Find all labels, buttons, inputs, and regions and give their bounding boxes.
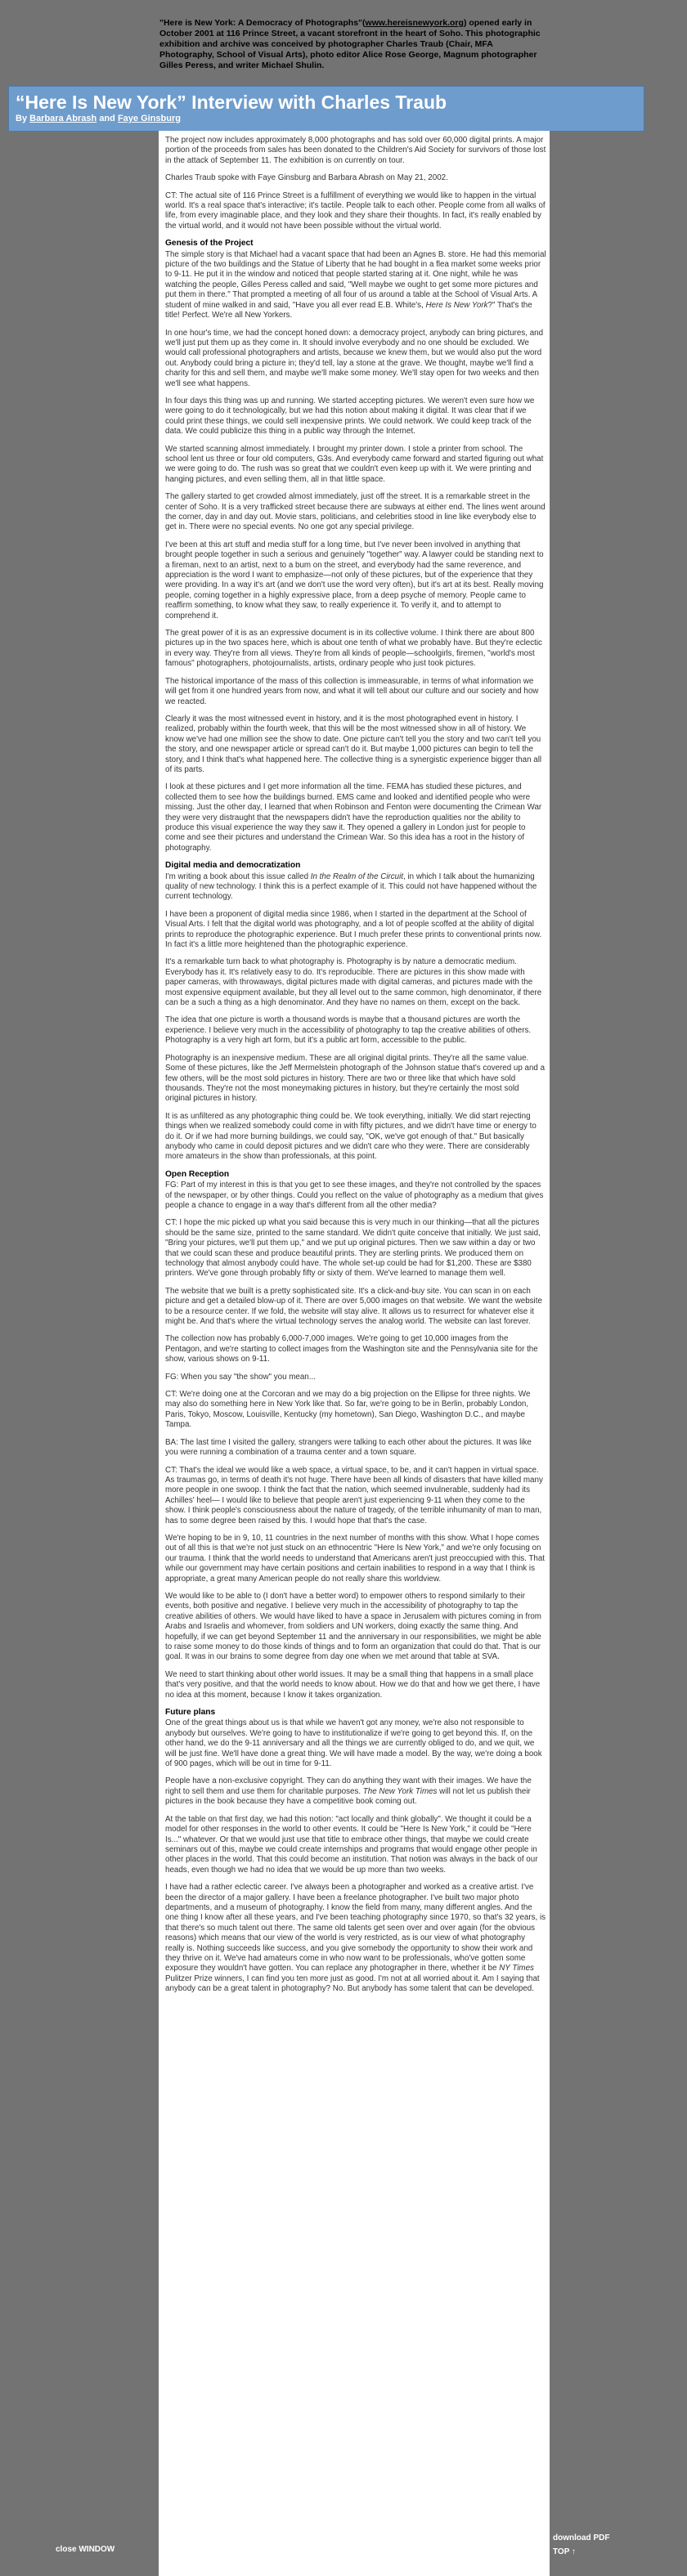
paragraph: Charles Traub spoke with Faye Ginsburg and Barbara Abrash on May 21, 2002. <box>165 173 448 183</box>
footer-links <box>553 2531 609 2559</box>
paragraph: The project now includes approximately 8,000 photographs and has sold over 60,000 digital prints. A major portion of the proceeds from sales has been donated to the Children's Aid Society for survivors of those lost in the attack of September 11. The exhibition is on currently on tour. <box>165 136 546 165</box>
paragraph: I have been a proponent of digital media since 1986, when I started in the department at the School of Visual Arts. I felt that the digital world was photography, and a lot of people scoffed at the ability of digital prints to reproduce the photographic experience. But I much prefer these prints to conventional prints now. In fact it's a little more heightened than the photographic experience. <box>165 909 542 950</box>
paragraph: In four days this thing was up and running. We started accepting pictures. We weren't even sure how we were going to do it technologically, but we had this notion about making it digital. It was clear that if we could print these things, we could sell inexpensive prints. We could network. We could keep track of the data. We could publicize this thing in a public way through the Internet. <box>165 396 535 437</box>
page-title: “Here Is New York” Interview with Charles Traub <box>16 92 447 113</box>
paragraph: CT: That's the ideal we would like a web space, a virtual space, to be, and it can't happen in virtual space. As traumas go, in terms of death it's not huge. There have been all kinds of disasters that have killed many more people in one swoop. I think the fact that the nation, which seemed invulnerable, suddenly had its Achilles' heel— I would like to believe that people aren't just experiencing 9-11 when they come to the show. I think people's consciousness about the nature of tragedy, of the terrible inhumanity of man to man, has to some degree been raised by this. I would hope that that's the case. <box>165 1465 543 1525</box>
intro-suffix: ) opened early in October 2001 at 116 Prince Street, a vacant storefront in the heart of Soho. This photographic exhibition and archive was conceived by photographer Charles Traub (Chair, MFA Photography, School of Visual Arts), photo editor Alice Rose George, Magnum photographer Gilles Peress, and writer Michael Shulin. <box>159 18 541 70</box>
paragraph: We need to start thinking about other world issues. It may be a small thing that happens in a small place that's very positive, and that the world needs to know about. How we do that and how we get there, I have no idea at this moment, because I know it takes organization. <box>165 1669 541 1700</box>
download-pdf-link[interactable]: download PDF <box>553 2533 610 2542</box>
paragraph: The website that we built is a pretty sophisticated site. It's a click-and-buy site. You can scan in on each picture and get a detailed blow-up of it. There are over 5,000 images on that website. We want the website to be a resource center. If we fold, the website will stay alive. It allows us to resurrect for whatever else it might be. And that's where the virtual technology serves the analog world. The website can last forever. <box>165 1286 542 1327</box>
intro-text <box>159 18 544 71</box>
close-window-link[interactable]: close WINDOW <box>56 2545 115 2554</box>
paragraph: It is as unfiltered as any photographic thing could be. We took everything, initially. We did start rejecting things when we realized somebody could come in with fifty pictures, and we didn't have time or energy to do it. Or if we had more burning buildings, we could say, "OK, we've got enough of that." But basically anybody who came in could deposit pictures and we didn't care who they were. There are considerably more amateurs in the show than professionals, at this point. <box>165 1111 537 1162</box>
paragraph: I look at these pictures and I get more information all the time. FEMA has studied these pictures, and collected them to see how the buildings burned. EMS came and looked and identified people who were missing. Just the other day, I learned that when Robinson and Fenton were documenting the Crimean War they were very distraught that the newspapers didn't have the reproduction qualities nor the ability to produce this visual experience the way they saw it. They opened a gallery in London just for people to come and see their pictures and understand the Crimean War. So this idea has a root in the history of photography. <box>165 782 542 853</box>
paragraph: The gallery started to get crowded almost immediately, just off the street. It is a remarkable street in the center of Soho. It is a very trafficked street because there are subways at either end. The lines went around the corner, day in and day out. Movie stars, politicians, and celebrities stood in line like everybody else to get in. There were no special events. No one got any special privilege. <box>165 492 546 532</box>
paragraph: BA: The last time I visited the gallery, strangers were talking to each other about the pictures. It was like you were running a combination of a trauma center and a town square. <box>165 1437 532 1458</box>
section-heading-reception: Open Reception <box>165 1169 230 1179</box>
website-link[interactable]: www.hereisnewyork.org <box>365 18 464 28</box>
paragraph: The great power of it is as an expressive document is in its collective volume. I think there are about 800 pictures up in the two spaces here, which is about one tenth of what we probably have. But they're eclectic in every way. They're from all views. They're from all kinds of people—schoolgirls, firemen, "world's most famous" photographers, photojournalists, artists, ordinary people who just took pictures. <box>165 629 542 669</box>
article-body <box>159 131 550 2576</box>
paragraph: People have a non-exclusive copyright. They can do anything they want with their images. We have the right to sell them and use them for charitable purposes. The New York Times will not let us publish their pictures in the book because they have a competitive book coming out. <box>165 1776 532 1807</box>
paragraph: The simple story is that Michael had a vacant space that had been an Agnes B. store. He had this memorial picture of the two buildings and the Statue of Liberty that he had bought in a flea market some weeks prior to 9-11. He put it in the window and noticed that people started staring at it. One night, while he was watching the people, Gilles Peress called and said, "Well maybe we ought to get some more pictures and put them in there." That prompted a meeting of all four of us around a table at the School of Visual Arts. A student of mine walked in and said, "Have you all ever read E.B. White's, Here Is New York?" That's the title! Perfect. We're all New Yorkers. <box>165 249 546 320</box>
paragraph: At the table on that first day, we had this notion: "act locally and think globally". We thought it could be a model for other responses in the world to other events. It could be "Here Is New York," it could be "Here Is..." whatever. Or that we would just use that title to embrace other things, that maybe we could create seminars out of this, maybe we could create internships and programs that would engage other people in other places in the world. That this could become an institution. That notion was always in the back of our heads, even though we had no idea that we would be up more than two weeks. <box>165 1814 538 1875</box>
paragraph: The idea that one picture is worth a thousand words is maybe that a thousand pictures are worth the experience. I believe very much in the accessibility of photography to tap the creative abilities of others. Photography is a very high art form, but it's a public art form, accessible to the public. <box>165 1015 532 1046</box>
byline <box>16 114 181 123</box>
paragraph: We started scanning almost immediately. I brought my printer down. I stole a printer from school. The school lent us three or four old computers, G3s. And everybody came forward and started figuring out what we were going to do. The rush was so great that we couldn't even keep up with it. We were printing and hanging pictures, and even selling them, all in that little space. <box>165 444 544 484</box>
section-heading-future: Future plans <box>165 1708 216 1718</box>
title-banner <box>8 86 644 132</box>
paragraph: The historical importance of the mass of this collection is immeasurable, in terms of what information we will get from it one hundred years from now, and what it will tell about our culture and our society and how we reacted. <box>165 676 539 706</box>
paragraph: I have had a rather eclectic career. I've always been a photographer and worked as a creative artist. I've been the director of a major gallery. I have been a freelance photographer. I've built two major photo departments, and a museum of photography. I know the field from many, many different angles. And the one thing I know after all these years, and I've been teaching photography since 1970, so that's 32 years, is that there's so much talent out there. The same old talents get seen over and over again (for the obvious reasons) which means that our view of the world is very restricted, as is our view of what photography really is. Nothing succeeds like success, and you give somebody the opportunity to show their work and they thrive on it. We've had amateurs come in who now want to be professionals, who've gotten some exposure they wouldn't have gotten. You can replace any photographer in there, whether it be NY Times Pulitzer Prize winners, I can find you ten more just as good. I'm not at all worried about it. Am I saying that anybody can be a great talent in photography? No. But anybody has some talent that can be developed. <box>165 1883 546 1994</box>
paragraph: We would like to be able to (I don't have a better word) to empower others to respond similarly to their events, both positive and negative. I believe very much in the accessibility of photography to tap the creative abilities of others. We would have liked to have a space in Jerusalem with pictures coming in from Arabs and Israelis and whomever, from soldiers and UN workers, doing exactly the same thing. And hopefully, if we can get beyond September 11 and the anniversary in our responsibilities, we might be able to raise some money to do those kinds of things and to form an organization that could do that. That is our goal. It was in our brains to some degree from day one when we met around that table at SVA. <box>165 1591 541 1662</box>
paragraph: FG: When you say "the show" you mean... <box>165 1372 316 1382</box>
by-label: By <box>16 114 28 123</box>
paragraph: I'm writing a book about this issue called In the Realm of the Circuit, in which I talk about the humanizing quality of new technology. I think this is a perfect example of it. This could not have happened without the current technology. <box>165 871 537 902</box>
section-heading-digital: Digital media and democratization <box>165 861 301 871</box>
paragraph: CT: We're doing one at the Corcoran and we may do a big projection on the Ellipse for three nights. We may also do something here in New York like that. So far, we're going to be in Berlin, probably London, Paris, Tokyo, Moscow, Louisville, Kentucky (my hometown), San Diego, Washington D.C., and maybe Tampa. <box>165 1390 531 1430</box>
paragraph: It's a remarkable turn back to what photography is. Photography is by nature a democratic medium. Everybody has it. It's relatively easy to do. It's reproducible. There are pictures in this show made with paper cameras, with throwaways, digital pictures made with digital cameras, and pictures made with the most expensive equipment available, but they all level out to the same common, high denominator, if there can be a such a thing as a high denominator. And they have no names on them, except on the back. <box>165 957 542 1008</box>
paragraph: CT: I hope the mic picked up what you said because this is very much in our thinking—that all the pictures should be the same size, printed to the same standard. We didn't quite conceive that initially. We just said, "Bring your pictures, we'll put them up," and we put up original pictures. Then we saw within a day or two that we could scan these and produce beautiful prints. They are sterling prints. We produced them on technology that almost anybody could have. The whole set-up could be had for $1,200. These are $380 printers. We've gone through probably fifty or sixty of them. We've learned to manage them well. <box>165 1218 541 1279</box>
paragraph: FG: Part of my interest in this is that you get to see these images, and they're not controlled by the spaces of the newspaper, or by other things. Could you reflect on the value of photography as a medium that gives people a chance to engage in a way that's different from all the other media? <box>165 1180 544 1210</box>
author-link-abrash[interactable]: Barbara Abrash <box>29 114 97 123</box>
paragraph: In one hour's time, we had the concept honed down: a democracy project, anybody can bring pictures, and we'll just put them up as they come in. It should involve everybody and no one should be excluded. We would call professional photographers and artists, because we knew them, but we would also put the word out. Anybody could bring a picture in; they'd tell, lay a stone at the grave. We thought, maybe we'll find a charity for this and sell them, and maybe we'll make some money. We'll stay open for two weeks and then we'll see what happens. <box>165 328 544 388</box>
paragraph: The collection now has probably 6,000-7,000 images. We're going to get 10,000 images from the Pentagon, and we're starting to collect images from the Washington site and the Pennsylvania site for the show, various shows on 9-11. <box>165 1334 538 1364</box>
paragraph: CT: The actual site of 116 Prince Street is a fulfillment of everything we would like to happen in the virtual world. It's a real space that's interactive; it's tactile. People talk to each other. People come from all walks of life, from every imaginable place, and they look and they share their thoughts. In fact, it's really enabled by the virtual world, and it would not have been possible without the virtual world. <box>165 190 546 231</box>
top-link[interactable]: TOP ↑ <box>553 2547 576 2556</box>
intro-prefix: "Here is New York: A Democracy of Photographs"( <box>159 18 366 28</box>
paragraph: We're hoping to be in 9, 10, 11 countries in the next number of months with this show. What I hope comes out of all this is that we're not just stuck on an ethnocentric "Here Is New York," and we're only focusing on our trauma. I think that the world needs to understand that Americans aren't just preoccupied with this. That while our government may have certain positions and certain inabilities to respond in a way that I think is appropriate, a great many American people do not really share this worldview. <box>165 1533 546 1584</box>
paragraph: One of the great things about us is that while we haven't got any money, we're also not responsible to anybody but ourselves. We're going to have to institutionalize if we're going to get beyond this. If, on the other hand, we do the 9-11 anniversary and all the things we are currently obliged to do, and we quit, we will be just fine. We'll have done a great thing. We will have made a model. By the way, we're doing a book of 900 pages, which will be out in time for 9-11. <box>165 1718 542 1769</box>
and-label: and <box>99 114 115 123</box>
section-heading-genesis: Genesis of the Project <box>165 239 254 249</box>
author-link-ginsburg[interactable]: Faye Ginsburg <box>117 114 181 123</box>
paragraph: Clearly it was the most witnessed event in history, and it is the most photographed event in history. I realized, probably within the fourth week, that this will be the most witnessed show in all of history. We know we've had one million see the show to date. One picture can't tell you the story and two can't tell you the story, and one newspaper article or spread can't do it. But maybe 1,000 pictures can begin to tell the story, and I think that's what happened here. The collective thing is a synergistic experience bigger than all of its parts. <box>165 714 542 774</box>
paragraph: Photography is an inexpensive medium. These are all original digital prints. They're all the same value. Some of these pictures, like the Jeff Mermelstein photograph of the Johnson statue that's covered up and a few others, will be the most sold pictures in history. There are two or three like that which have sold thousands. They're not the most moneymaking pictures in history, but they're certainly the most sold original pictures in history. <box>165 1053 546 1104</box>
paragraph: I've been at this art stuff and media stuff for a long time, but I've never been involved in anything that brought people together in such a serious and genuinely "together" way. A lawyer could be standing next to a fireman, next to an artist, next to a bum on the street, and everybody had the same reverence, and appreciation is the word I want to emphasize—not only of these pictures, but of the experience that they were providing. In a way it's art (and we don't use the word very often), but it's art at its best. Really moving people, coming together in a highly expressive place, from a deep psyche of memory. People came to reaffirm something, to know what they saw, to really experience it. To verify it, and to attempt to comprehend it. <box>165 540 544 620</box>
